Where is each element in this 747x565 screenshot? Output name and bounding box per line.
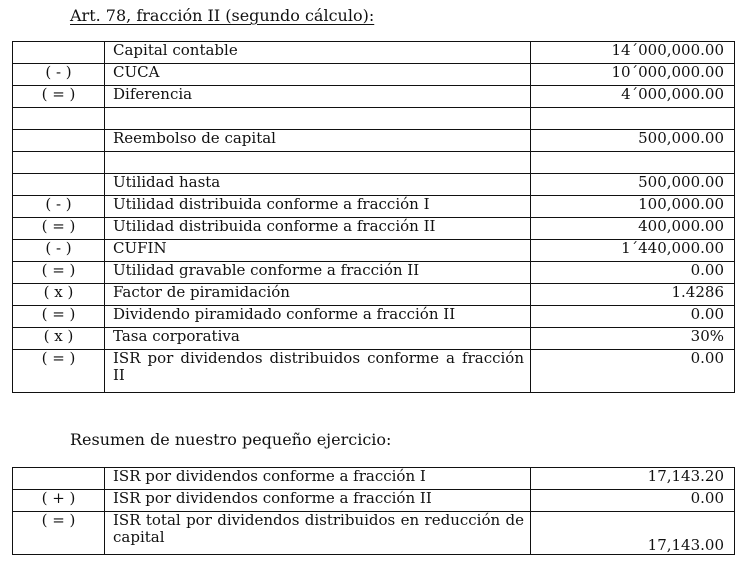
concept-cell: ISR por dividendos conforme a fracción I [105, 468, 531, 490]
table-row [13, 350, 735, 393]
amount-cell: 0.00 [531, 306, 735, 328]
table-row [13, 108, 735, 130]
table-row [13, 262, 735, 284]
operator-cell: ( - ) [13, 64, 105, 86]
table-row [13, 306, 735, 328]
amount-cell: 0.00 [531, 350, 735, 393]
concept-cell: CUFIN [105, 240, 531, 262]
amount-cell: 10´000,000.00 [531, 64, 735, 86]
operator-cell [13, 42, 105, 64]
operator-cell: ( x ) [13, 328, 105, 350]
table-row [13, 468, 735, 490]
operator-cell [13, 108, 105, 130]
operator-cell: ( - ) [13, 196, 105, 218]
concept-cell: ISR total por dividendos distribuidos en reducción de capital [105, 512, 531, 555]
operator-cell [13, 130, 105, 152]
concept-cell: Utilidad distribuida conforme a fracción I [105, 196, 531, 218]
operator-cell [13, 152, 105, 174]
table-row [13, 328, 735, 350]
operator-cell: ( = ) [13, 350, 105, 393]
table-row [13, 512, 735, 555]
summary-table [12, 467, 735, 555]
operator-cell [13, 174, 105, 196]
table-row [13, 218, 735, 240]
table-row [13, 130, 735, 152]
amount-cell [531, 152, 735, 174]
amount-cell: 17,143.00 [531, 512, 735, 555]
operator-cell [13, 468, 105, 490]
concept-cell: Capital contable [105, 42, 531, 64]
amount-cell [531, 108, 735, 130]
operator-cell: ( = ) [13, 262, 105, 284]
amount-cell: 30% [531, 328, 735, 350]
amount-cell: 400,000.00 [531, 218, 735, 240]
concept-cell [105, 108, 531, 130]
amount-cell: 4´000,000.00 [531, 86, 735, 108]
concept-cell [105, 152, 531, 174]
operator-cell: ( = ) [13, 218, 105, 240]
section-title: Art. 78, fracción II (segundo cálculo): [70, 6, 375, 25]
amount-cell: 1.4286 [531, 284, 735, 306]
table-row [13, 284, 735, 306]
operator-cell: ( = ) [13, 306, 105, 328]
amount-cell: 500,000.00 [531, 174, 735, 196]
table-row [13, 152, 735, 174]
amount-cell: 500,000.00 [531, 130, 735, 152]
main-calculation-table [12, 41, 735, 393]
amount-cell: 100,000.00 [531, 196, 735, 218]
table-row [13, 240, 735, 262]
concept-cell: Diferencia [105, 86, 531, 108]
concept-cell: Dividendo piramidado conforme a fracción II [105, 306, 531, 328]
concept-cell: Utilidad distribuida conforme a fracción II [105, 218, 531, 240]
concept-cell: Utilidad hasta [105, 174, 531, 196]
amount-cell: 0.00 [531, 262, 735, 284]
operator-cell: ( - ) [13, 240, 105, 262]
concept-cell: Reembolso de capital [105, 130, 531, 152]
concept-cell: Factor de piramidación [105, 284, 531, 306]
amount-cell: 0.00 [531, 490, 735, 512]
table-row [13, 196, 735, 218]
operator-cell: ( x ) [13, 284, 105, 306]
concept-cell: ISR por dividendos distribuidos conforme a fracción II [105, 350, 531, 393]
amount-cell: 17,143.20 [531, 468, 735, 490]
concept-cell: CUCA [105, 64, 531, 86]
table-row [13, 174, 735, 196]
table-row [13, 86, 735, 108]
concept-cell: Tasa corporativa [105, 328, 531, 350]
operator-cell: ( = ) [13, 512, 105, 555]
table-row [13, 490, 735, 512]
concept-cell: Utilidad gravable conforme a fracción II [105, 262, 531, 284]
amount-cell: 1´440,000.00 [531, 240, 735, 262]
concept-cell: ISR por dividendos conforme a fracción II [105, 490, 531, 512]
operator-cell: ( = ) [13, 86, 105, 108]
summary-title: Resumen de nuestro pequeño ejercicio: [70, 430, 392, 449]
amount-cell: 14´000,000.00 [531, 42, 735, 64]
operator-cell: ( + ) [13, 490, 105, 512]
table-row [13, 64, 735, 86]
table-row [13, 42, 735, 64]
